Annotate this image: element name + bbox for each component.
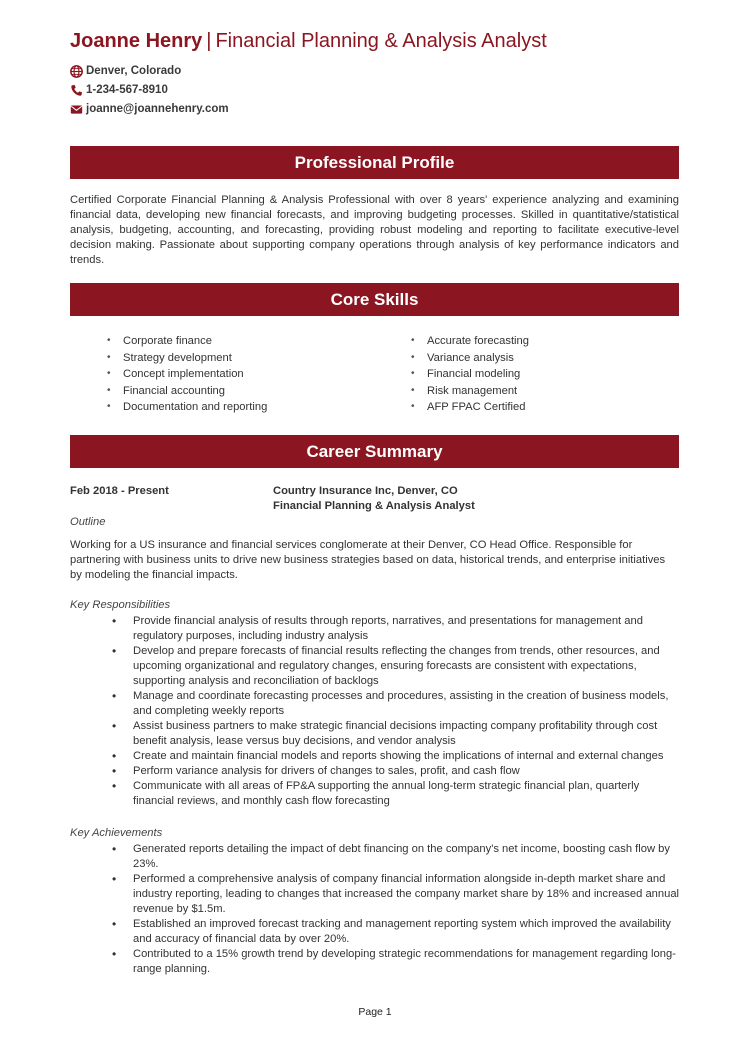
globe-icon — [70, 65, 83, 78]
contact-phone-text: 1-234-567-8910 — [86, 84, 168, 96]
section-header-profile: Professional Profile — [70, 146, 679, 179]
achievements-list — [112, 842, 680, 977]
profile-summary: Certified Corporate Financial Planning & Analysis Professional with over 8 years' experience analyzing and examining financial data, developing new financial forecasts, and improving budgeting processes. Skilled in quantitative/statistical analysis, budgeting, accounting, and forecasting, providing robust modeling and reporting to facilitate executive-level decision making. Passionate about supporting company operations through analysis of key performance indicators and trends. — [70, 194, 679, 266]
job-date: Feb 2018 - Present — [70, 485, 169, 497]
contact-phone — [70, 81, 470, 100]
responsibilities-label: Key Responsibilities — [70, 599, 171, 611]
list-item: • Assist business partners to make strategic financial decisions impacting company profitability through cost benefit analysis, lease versus buy decisions, and vendor analysis — [112, 719, 680, 749]
list-item: • Established an improved forecast tracking and management reporting system which improved the availability and accuracy of financial data by over 20%. — [112, 917, 680, 947]
contact-email — [70, 100, 470, 119]
list-item: • Perform variance analysis for drivers of changes to sales, profit, and cash flow — [112, 764, 680, 779]
list-item: • Communicate with all areas of FP&A supporting the annual long-term strategic financial plan, quarterly financial reviews, and monthly cash flow forecasting — [112, 779, 680, 809]
skill-item: • Strategy development — [107, 350, 407, 367]
skill-item: • Corporate finance — [107, 333, 407, 350]
resume-header — [70, 28, 680, 54]
title-separator: | — [206, 30, 212, 52]
candidate-name: Joanne Henry — [70, 30, 203, 52]
skills-column-right — [411, 333, 711, 416]
page-number: Page 1 — [358, 1006, 392, 1018]
outline-label: Outline — [70, 516, 106, 528]
skill-item: • AFP FPAC Certified — [411, 399, 711, 416]
skill-item: • Accurate forecasting — [411, 333, 711, 350]
candidate-title: Financial Planning & Analysis Analyst — [215, 30, 547, 52]
skill-item: • Variance analysis — [411, 350, 711, 367]
skill-item: • Documentation and reporting — [107, 399, 407, 416]
section-header-skills: Core Skills — [70, 283, 679, 316]
job-outline: Working for a US insurance and financial services conglomerate at their Denver, CO Head Office. Responsible for partnering with business units to drive new business strategies based on data, historical trends, and enterprise initiatives by modeling the financial impacts. — [70, 539, 666, 581]
phone-icon — [70, 84, 83, 97]
skill-item: • Concept implementation — [107, 366, 407, 383]
list-item: • Performed a comprehensive analysis of company financial information alongside in-depth market share and industry reporting, leading to changes that increased the company market share by 18% and increased annual revenue by $1.5m. — [112, 872, 680, 917]
skills-column-left — [107, 333, 407, 416]
skill-item: • Financial modeling — [411, 366, 711, 383]
contact-list — [70, 62, 470, 119]
list-item: • Contributed to a 15% growth trend by developing strategic recommendations for management regarding long-range planning. — [112, 947, 680, 977]
list-item: • Create and maintain financial models and reports showing the implications of internal and external changes — [112, 749, 680, 764]
section-header-career: Career Summary — [70, 435, 679, 468]
achievements-label: Key Achievements — [70, 827, 163, 839]
list-item: • Develop and prepare forecasts of financial results reflecting the changes from trends, other resources, and upcoming organizational and regulatory changes, ensuring forecasts are consistent with expectations, supporting analysis and reconciliation of backlogs — [112, 644, 680, 689]
contact-email-text: joanne@joannehenry.com — [86, 103, 229, 115]
contact-location — [70, 62, 470, 81]
skill-item: • Financial accounting — [107, 383, 407, 400]
responsibilities-list — [112, 614, 680, 809]
job-position: Financial Planning & Analysis Analyst — [273, 500, 475, 512]
list-item: • Generated reports detailing the impact of debt financing on the company's net income, boosting cash flow by 23%. — [112, 842, 680, 872]
envelope-icon — [70, 103, 83, 116]
list-item: • Manage and coordinate forecasting processes and procedures, assisting in the creation of business models, and completing weekly reports — [112, 689, 680, 719]
name-line — [70, 28, 680, 54]
skill-item: • Risk management — [411, 383, 711, 400]
job-company: Country Insurance Inc, Denver, CO — [273, 485, 458, 497]
contact-location-text: Denver, Colorado — [86, 65, 182, 77]
list-item: • Provide financial analysis of results through reports, narratives, and presentations for management and regulatory purposes, including industry analysis — [112, 614, 680, 644]
